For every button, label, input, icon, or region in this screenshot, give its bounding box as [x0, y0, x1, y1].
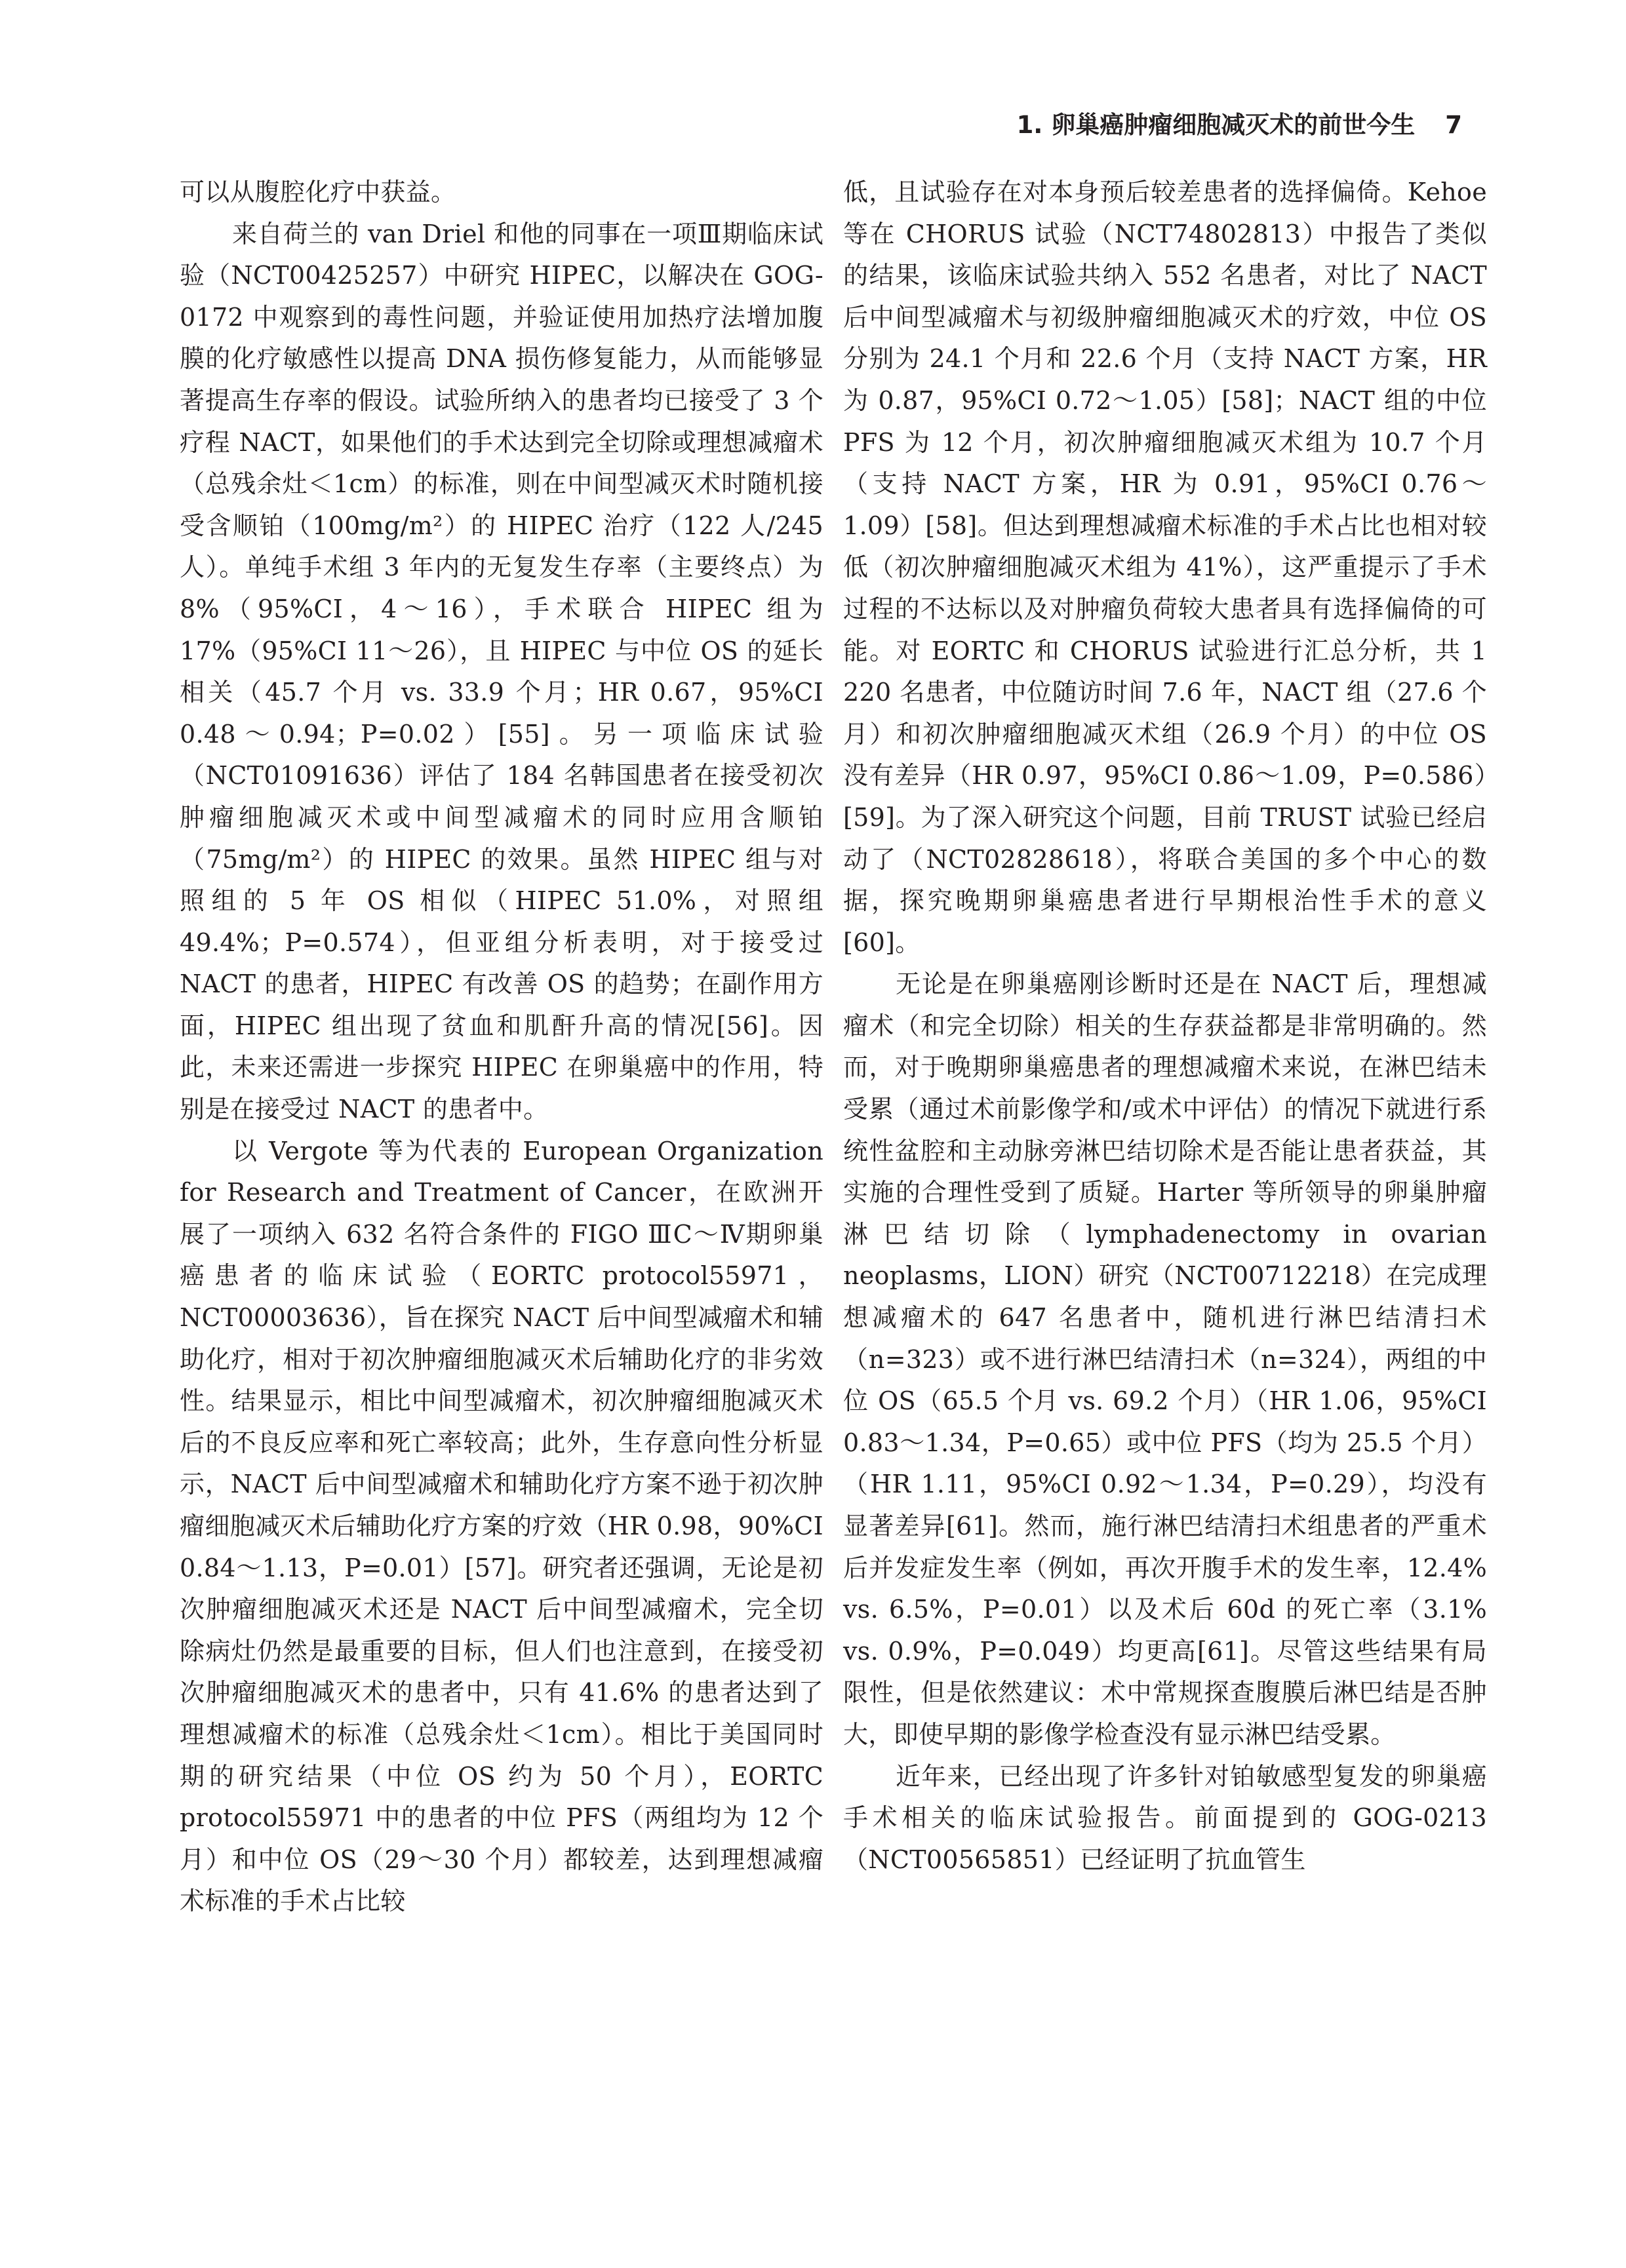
paragraph: 近年来，已经出现了许多针对铂敏感型复发的卵巢癌手术相关的临床试验报告。前面提到的 GOG-0213（NCT00565851）已经证明了抗血管生	[843, 1761, 1487, 1874]
paragraph: 无论是在卵巢癌刚诊断时还是在 NACT 后，理想减瘤术（和完全切除）相关的生存获益都是非常明确的。然而，对于晚期卵巢癌患者的理想减瘤术来说，在淋巴结未受累（通过术前影像学和/或术中评估）的情况下就进行系统性盆腔和主动脉旁淋巴结切除术是否能让患者获益，其实施的合理性受到了质疑。Harter 等所领导的卵巢肿瘤淋巴结切除（lymphadenectomy in ovarian neoplasms，LION）研究（NCT00712218）在完成理想减瘤术的 647 名患者中，随机进行淋巴结清扫术（n=323）或不进行淋巴结清扫术（n=324），两组的中位 OS（65.5 个月 vs. 69.2 个月）（HR 1.06，95%CI 0.83～1.34，P=0.65）或中位 PFS（均为 25.5 个月）（HR 1.11，95%CI 0.92～1.34，P=0.29），均没有显著差异[61]。然而，施行淋巴结清扫术组患者的严重术后并发症发生率（例如，再次开腹手术的发生率，12.4% vs. 6.5%，P=0.01）以及术后 60d 的死亡率（3.1% vs. 0.9%，P=0.049）均更高[61]。尽管这些结果有局限性，但是依然建议：术中常规探查腹膜后淋巴结是否肿大，即使早期的影像学检查没有显示淋巴结受累。	[843, 969, 1487, 1749]
paragraph: 低，且试验存在对本身预后较差患者的选择偏倚。Kehoe 等在 CHORUS 试验（NCT74802813）中报告了类似的结果，该临床试验共纳入 552 名患者，对比了 NACT 后中间型减瘤术与初级肿瘤细胞减灭术的疗效，中位 OS 分别为 24.1 个月和 22.6 个月（支持 NACT 方案，HR 为 0.87，95%CI 0.72～1.05）[58]；NACT 组的中位 PFS 为 12 个月，初次肿瘤细胞减灭术组为 10.7 个月（支持 NACT 方案，HR 为 0.91，95%CI 0.76～1.09）[58]。但达到理想减瘤术标准的手术占比也相对较低（初次肿瘤细胞减灭术组为 41%），这严重提示了手术过程的不达标以及对肿瘤负荷较大患者具有选择偏倚的可能。对 EORTC 和 CHORUS 试验进行汇总分析，共 1 220 名患者，中位随访时间 7.6 年，NACT 组（27.6 个月）和初次肿瘤细胞减灭术组（26.9 个月）的中位 OS 没有差异（HR 0.97，95%CI 0.86～1.09，P=0.586）[59]。为了深入研究这个问题，目前 TRUST 试验已经启动了（NCT02828618），将联合美国的多个中心的数据，探究晚期卵巢癌患者进行早期根治性手术的意义[60]。	[843, 178, 1487, 957]
running-header	[852, 105, 1462, 146]
right-column	[843, 172, 1487, 1881]
chapter-title: 1. 卵巢癌肿瘤细胞减灭术的前世今生	[1016, 111, 1416, 139]
paragraph: 以 Vergote 等为代表的 European Organization for Research and Treatment of Cancer，在欧洲开展了一项纳入 632 名符合条件的 FIGO ⅢC～Ⅳ期卵巢癌患者的临床试验（EORTC protocol55971，NCT00003636），旨在探究 NACT 后中间型减瘤术和辅助化疗，相对于初次肿瘤细胞减灭术后辅助化疗的非劣效性。结果显示，相比中间型减瘤术，初次肿瘤细胞减灭术后的不良反应率和死亡率较高；此外，生存意向性分析显示，NACT 后中间型减瘤术和辅助化疗方案不逊于初次肿瘤细胞减灭术后辅助化疗方案的疗效（HR 0.98，90%CI 0.84～1.13，P=0.01）[57]。研究者还强调，无论是初次肿瘤细胞减灭术还是 NACT 后中间型减瘤术，完全切除病灶仍然是最重要的目标，但人们也注意到，在接受初次肿瘤细胞减灭术的患者中，只有 41.6% 的患者达到了理想减瘤术的标准（总残余灶＜1cm）。相比于美国同时期的研究结果（中位 OS 约为 50 个月），EORTC protocol55971 中的患者的中位 PFS（两组均为 12 个月）和中位 OS（29～30 个月）都较差，达到理想减瘤术标准的手术占比较	[180, 1136, 823, 1916]
page-number: 7	[1445, 111, 1462, 139]
left-column	[180, 172, 823, 1923]
paragraph: 来自荷兰的 van Driel 和他的同事在一项Ⅲ期临床试验（NCT00425257）中研究 HIPEC，以解决在 GOG-0172 中观察到的毒性问题，并验证使用加热疗法增加腹膜的化疗敏感性以提高 DNA 损伤修复能力，从而能够显著提高生存率的假设。试验所纳入的患者均已接受了 3 个疗程 NACT，如果他们的手术达到完全切除或理想减瘤术（总残余灶＜1cm）的标准，则在中间型减灭术时随机接受含顺铂（100mg/m²）的 HIPEC 治疗（122 人/245 人）。单纯手术组 3 年内的无复发生存率（主要终点）为 8%（95%CI，4～16），手术联合 HIPEC 组为 17%（95%CI 11～26），且 HIPEC 与中位 OS 的延长相关（45.7 个月 vs. 33.9 个月；HR 0.67，95%CI 0.48～0.94；P=0.02）[55]。另一项临床试验（NCT01091636）评估了 184 名韩国患者在接受初次肿瘤细胞减灭术或中间型减瘤术的同时应用含顺铂（75mg/m²）的 HIPEC 的效果。虽然 HIPEC 组与对照组的 5 年 OS 相似（HIPEC 51.0%，对照组 49.4%；P=0.574），但亚组分析表明，对于接受过 NACT 的患者，HIPEC 有改善 OS 的趋势；在副作用方面，HIPEC 组出现了贫血和肌酐升高的情况[56]。因此，未来还需进一步探究 HIPEC 在卵巢癌中的作用，特别是在接受过 NACT 的患者中。	[180, 219, 823, 1124]
paragraph: 可以从腹腔化疗中获益。	[180, 178, 456, 206]
